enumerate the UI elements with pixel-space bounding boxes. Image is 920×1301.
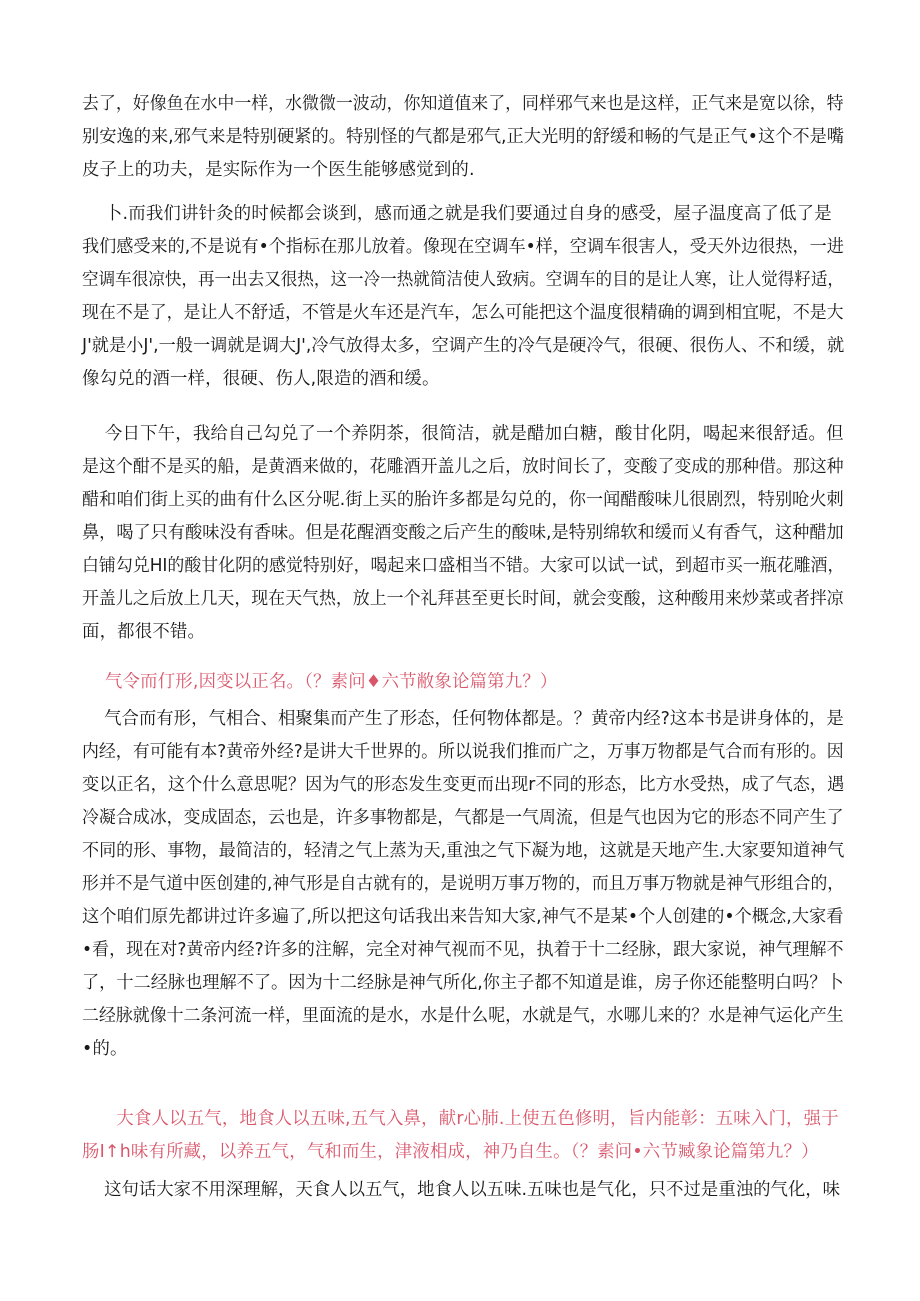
text-line: 面，都很不错。 [82, 622, 206, 642]
text-line: 变以正名，这个什么意思呢？因为气的形态发生变更而出现r不同的形态，比方水受热，成了气态，遇 [82, 775, 845, 795]
quote-suwen-qi-form [82, 666, 844, 699]
text-line: 内经，有可能有本?黄帝外经?是讲大千世界的。所以说我们推而广之，万事万物都是气合而有形的。因 [82, 742, 844, 762]
text-line: 别安逸的来,邪气来是特别硬紧的。特别怪的气都是邪气,正大光明的舒缓和畅的气是正气•这个不是嘴 [82, 127, 845, 147]
quote-suwen-five-qi [82, 1103, 844, 1169]
text-line: 形并不是气道中医创建的,神气形是自古就有的，是说明万事万物的，而且万事万物就是神气形组合的， [82, 874, 845, 894]
text-line: 二经脉就像十二条河流一样，里面流的是水，水是什么呢，水就是气，水哪儿来的？水是神气运化产生 [82, 1006, 844, 1026]
text-line: 醋和咱们街上买的曲有什么区分呢.街上买的胎许多都是勾兑的，你一闻醋酸味儿很剧烈，特别呛火刺 [82, 490, 844, 510]
text-line: 白铺勾兑HI的酸甘化阴的感觉特别好，喝起来口盛相当不错。大家可以试一试，到超市买一瓶花雕酒， [82, 556, 845, 576]
text-line: 开盖儿之后放上几天，现在天气热，放上一个礼拜甚至更长时间，就会变酸，这种酸用来炒菜或者拌凉 [82, 589, 844, 609]
text-line: 是这个酣不是买的船，是黄酒来做的，花雕酒开盖儿之后，放时间长了，变酸了变成的那种借。那这种 [82, 457, 844, 477]
text-line: 冷凝合成冰，变成固态，云也是，许多事物都是，气都是一气周流，但是气也因为它的形态不同产生了 [82, 808, 844, 828]
text-line: •看，现在对?黄帝内经?许多的注解，完全对神气视而不见，执着于十二经脉，跟大家说，神气理解不 [82, 940, 844, 960]
text-line: 这个咱们原先都讲过许多遍了,所以把这句话我出来告知大家,神气不是某•个人创建的•个概念,大家看 [82, 907, 844, 927]
quote-line: 气令而仃形,因变以正名。（？素问♦六节敝象论篇第九？） [82, 672, 558, 692]
text-line: 了，十二经脉也理解不了。因为十二经脉是神气所化,你主子都不知道是谁，房子你还能整明白吗？卜 [82, 973, 844, 993]
text-line: •的。 [82, 1039, 128, 1059]
quote-line: 肠I↑h味有所藏，以养五气，气和而生，津液相成，神乃自生。（？素问•六节臧象论篇第九？） [82, 1142, 819, 1162]
paragraph-qi-forms [82, 703, 844, 1066]
text-line: 皮子上的功夫，是实际作为一个医生能够感觉到的. [82, 160, 475, 180]
quote-line: 大食人以五气，地食人以五味,五气入鼻，献r心肺.上使五色修明，旨内能彰：五味入门，强于 [82, 1109, 839, 1129]
text-line: J'就是小J',一般一调就是调大J',冷气放得太多，空调产生的冷气是硬冷气，很硬、很伤人、不和缓，就 [82, 336, 845, 356]
text-line: 空调车很凉快，再一出去又很热，这一冷一热就简洁使人致病。空调车的目的是让人寒，让人觉得籽适， [82, 270, 844, 290]
text-line: 我们感受来的,不是说有•个指标在那儿放着。像现在空调车•样，空调车很害人，受天外边很热，一进 [82, 237, 844, 257]
text-line: 气合而有形，气相合、相聚集而产生了形态，任何物体都是。？黄帝内经?这本书是讲身体的，是 [82, 709, 844, 729]
text-line: 卜.而我们讲针灸的时候都会谈到，感而通之就是我们要通过自身的感受，屋子温度高了低了是 [82, 204, 832, 224]
text-line: 像勾兑的酒一样，很硬、伤人,限造的酒和缓。 [82, 369, 440, 389]
paragraph-qi-sensation [82, 88, 844, 187]
paragraph-air-conditioning [82, 198, 844, 396]
text-line: 这句话大家不用深理解，天食人以五气，地食人以五味.五味也是气化，只不过是重浊的气化，味 [82, 1180, 841, 1200]
paragraph-five-flavors [82, 1174, 844, 1207]
paragraph-vinegar-tea [82, 418, 844, 649]
text-line: 现在不是了，是让人不舒适，不管是火车还是汽车，怎么可能把这个温度很精确的调到相宜呢，不是大 [82, 303, 844, 323]
text-line: 鼻，喝了只有酸味没有香味。但是花醒酒变酸之后产生的酸味,是特别绵软和缓而乂有香气，这种醋加 [82, 523, 844, 543]
text-line: 今日下午，我给自己勾兑了一个养阴茶，很简洁，就是醋加白糖，酸甘化阴，喝起来很舒适。但 [82, 424, 844, 444]
text-line: 不同的形、事物，最简洁的，轻清之气上蒸为天,重浊之气下凝为地，这就是天地产生.大家要知道神气 [82, 841, 845, 861]
text-line: 去了，好像鱼在水中一样，水微微一波动，你知道值来了，同样邪气来也是这样，正气来是宽以徐，特 [82, 94, 844, 114]
